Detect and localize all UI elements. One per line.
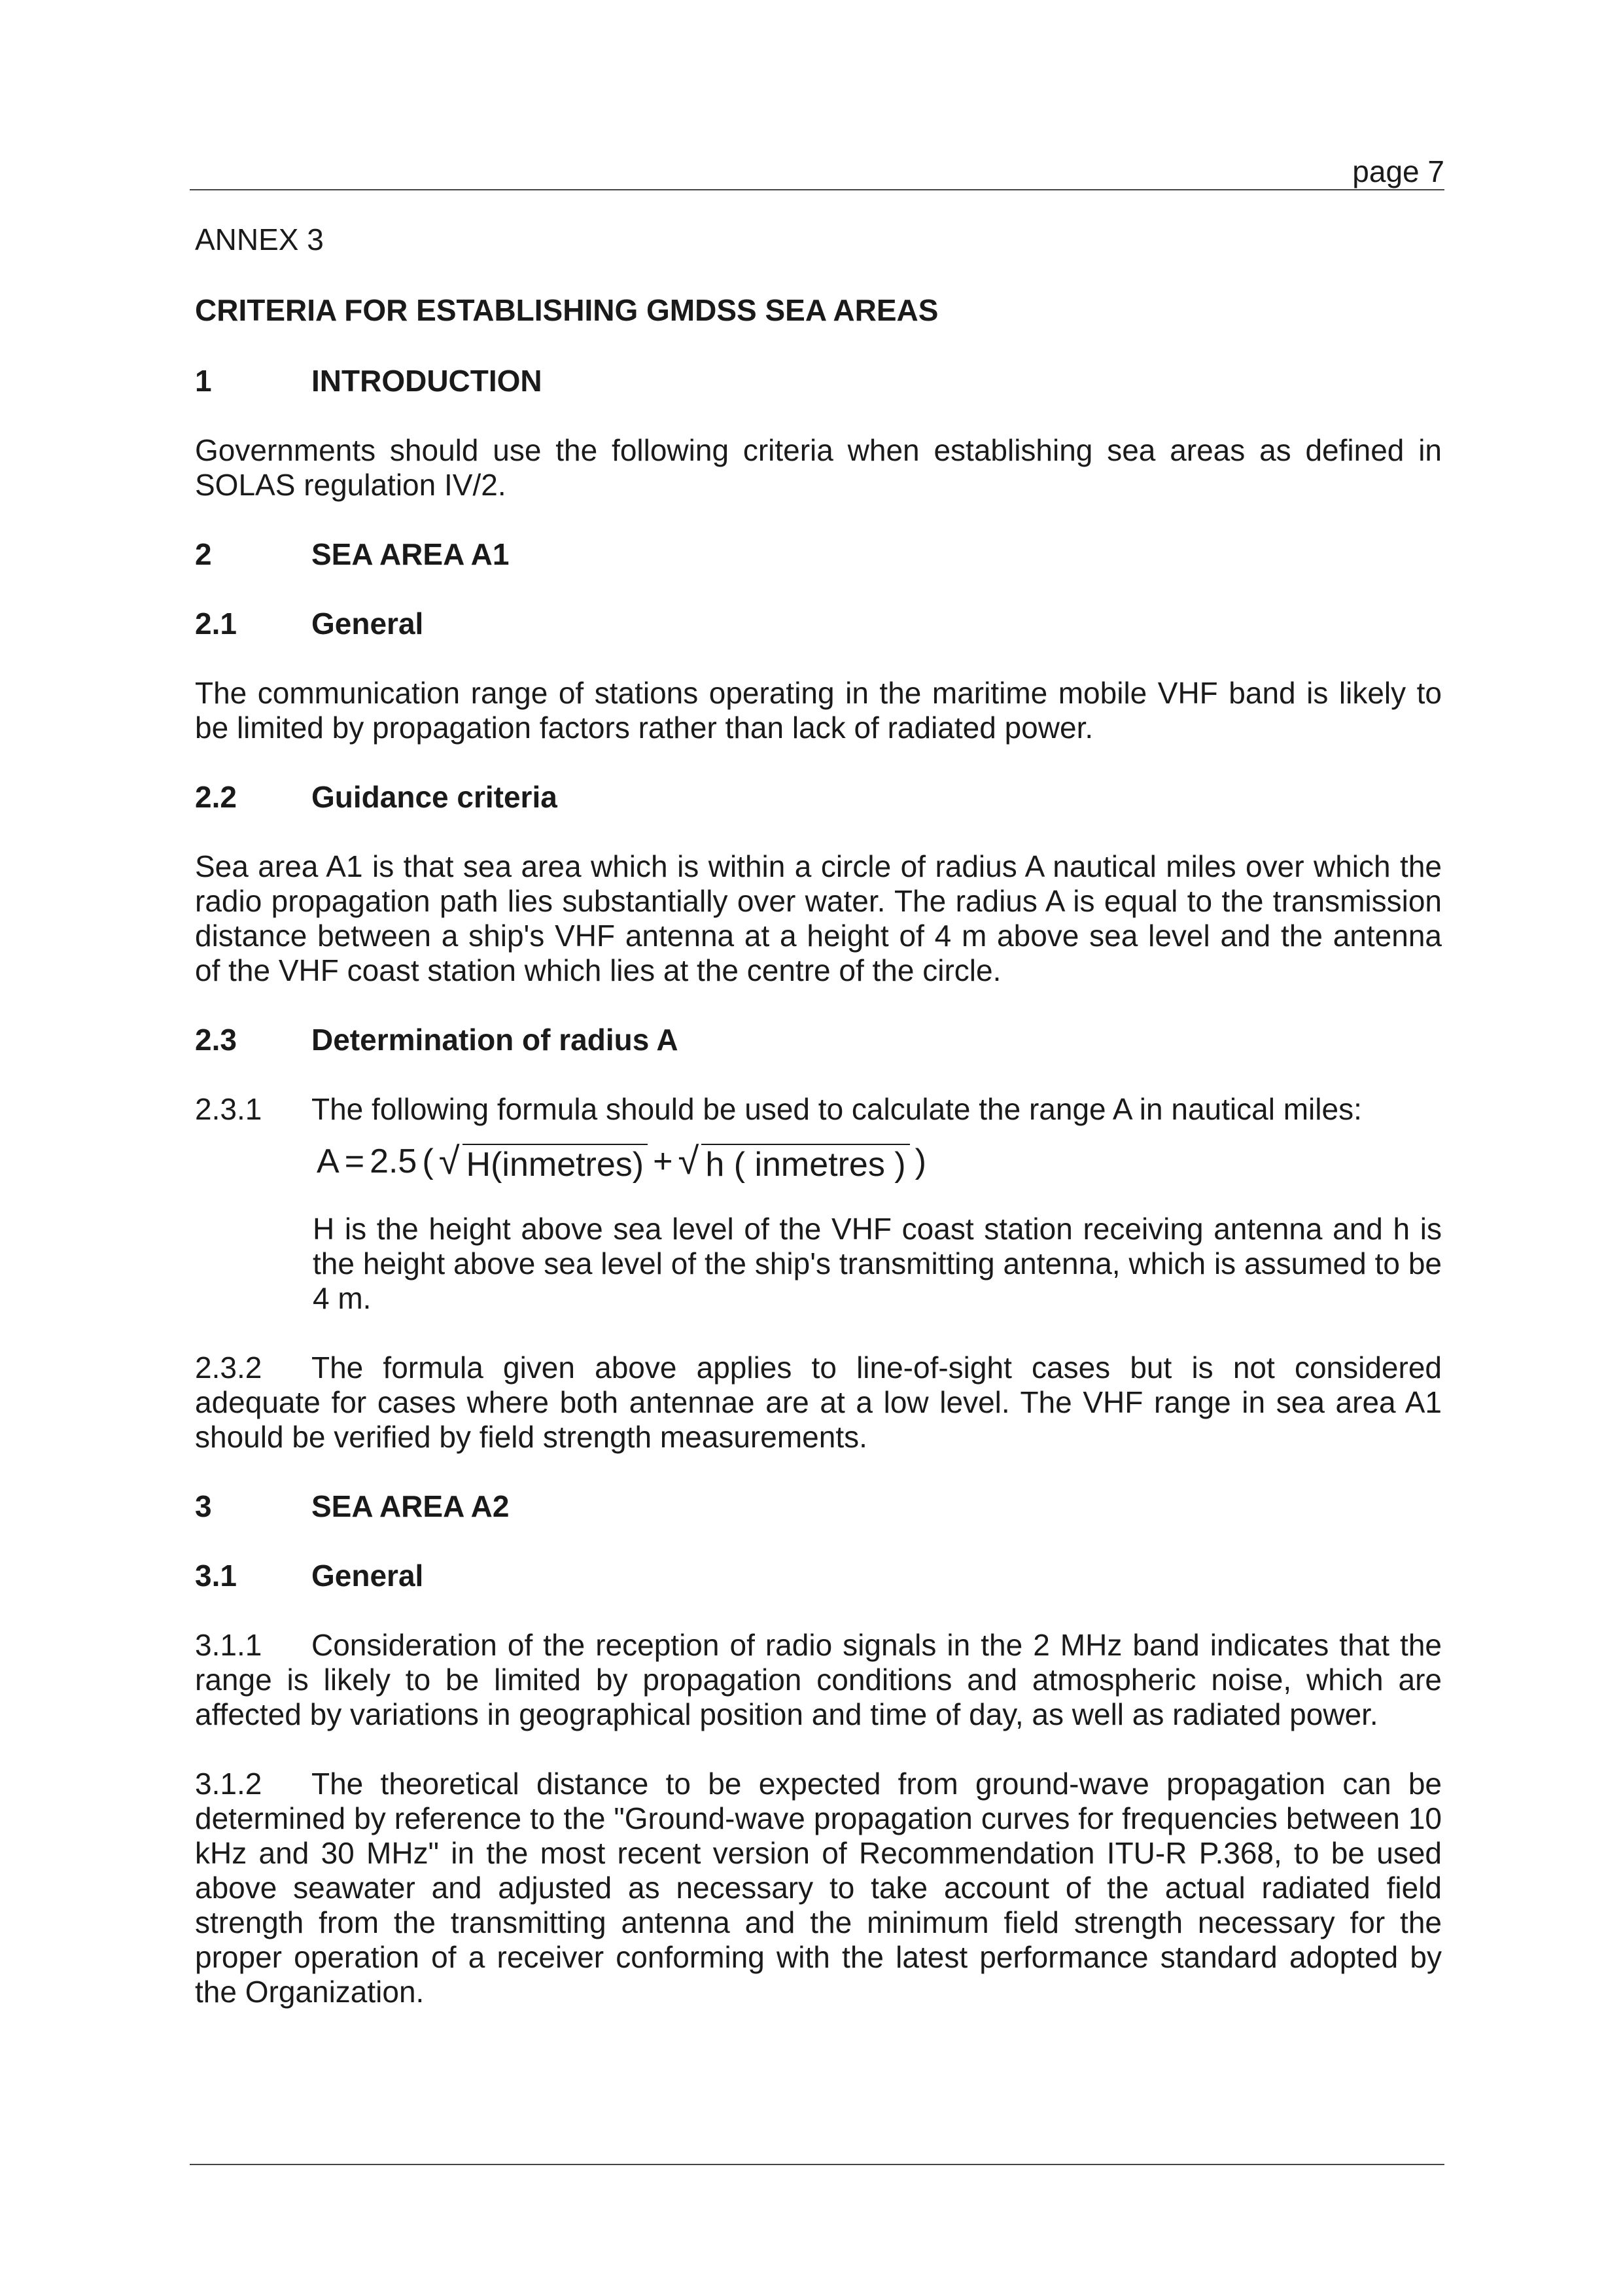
section-number: 3 — [195, 1489, 212, 1523]
section-3-1-heading — [195, 1559, 1442, 1593]
section-1-paragraph: Governments should use the following criteria when establishing sea areas as defined in SOLAS regulation IV/2. — [195, 433, 1442, 502]
section-1-heading — [195, 364, 1442, 398]
section-title: Determination of radius A — [311, 1023, 678, 1057]
page-number: page 7 — [1352, 154, 1444, 188]
document-body — [195, 222, 1442, 2009]
range-formula — [317, 1132, 1442, 1184]
formula-close-paren: ) — [915, 1142, 926, 1180]
paragraph-number: 2.3.1 — [195, 1092, 262, 1126]
paragraph-number: 3.1.1 — [195, 1628, 262, 1662]
paragraph-3-1-1 — [195, 1628, 1442, 1732]
section-2-heading — [195, 537, 1442, 572]
section-number: 2.3 — [195, 1023, 237, 1057]
section-2-1-paragraph: The communication range of stations operating in the maritime mobile VHF band is likely to be limited by propagation factors rather than lack of radiated power. — [195, 676, 1442, 745]
section-title: INTRODUCTION — [311, 364, 542, 398]
document-title: CRITERIA FOR ESTABLISHING GMDSS SEA AREAS — [195, 293, 939, 327]
section-2-2-paragraph: Sea area A1 is that sea area which is within a circle of radius A nautical miles over which the radio propagation path lies substantially over water. The radius A is equal to the transmission distance between a ship's VHF antenna at a height of 4 m above sea level and the antenna of the VHF coast station which lies at the centre of the circle. — [195, 849, 1442, 987]
section-title: General — [311, 1559, 424, 1593]
footer-rule — [190, 2164, 1444, 2165]
section-title: SEA AREA A1 — [311, 537, 510, 571]
formula-lhs: A — [317, 1142, 340, 1180]
header-rule — [190, 189, 1444, 190]
formula-note: H is the height above sea level of the VHF coast station receiving antenna and h is the height above sea level of the ship's transmitting antenna, which is assumed to be 4 m. — [313, 1212, 1442, 1315]
section-number: 2.2 — [195, 780, 237, 814]
formula-coefficient: 2.5 — [370, 1142, 417, 1180]
paragraph-2-3-2 — [195, 1351, 1442, 1455]
section-3-heading — [195, 1489, 1442, 1524]
square-root-icon: √ — [678, 1140, 699, 1182]
section-2-1-heading — [195, 607, 1442, 641]
section-title: General — [311, 607, 424, 641]
paragraph-number: 3.1.2 — [195, 1767, 262, 1801]
paragraph-number: 2.3.2 — [195, 1351, 262, 1385]
section-number: 2.1 — [195, 607, 237, 641]
section-title: SEA AREA A2 — [311, 1489, 510, 1523]
square-root-icon: √ — [438, 1140, 460, 1182]
formula-open-paren: ( — [422, 1142, 434, 1180]
paragraph-text: The following formula should be used to calculate the range A in nautical miles: — [311, 1092, 1362, 1126]
formula-equals: = — [344, 1142, 365, 1180]
annex-label: ANNEX 3 — [195, 222, 324, 256]
radicand-2: h ( inmetres ) — [701, 1144, 909, 1184]
paragraph-text: The formula given above applies to line-of-sight cases but is not considered adequate for cases where both antennae are at a low level. The VHF range in sea area A1 should be verified by field strength measurements. — [195, 1351, 1442, 1454]
section-number: 1 — [195, 364, 212, 398]
paragraph-3-1-2 — [195, 1767, 1442, 2009]
formula-plus: + — [653, 1142, 673, 1180]
section-2-3-heading — [195, 1023, 1442, 1057]
section-2-2-heading — [195, 780, 1442, 815]
section-number: 2 — [195, 537, 212, 571]
paragraph-text: Consideration of the reception of radio signals in the 2 MHz band indicates that the range is likely to be limited by propagation conditions and atmospheric noise, which are affected by variations in geographical position and time of day, as well as radiated power. — [195, 1628, 1442, 1731]
square-root-term-2 — [678, 1139, 909, 1184]
section-title: Guidance criteria — [311, 780, 557, 814]
paragraph-text: The theoretical distance to be expected from ground-wave propagation can be determined by reference to the "Ground-wave propagation curves for frequencies between 10 kHz and 30 MHz" in the most recent version of Recommendation ITU-R P.368, to be used above seawater and adjusted as necessary to take account of the actual radiated field strength from the transmitting antenna and the minimum field strength necessary for the proper operation of a receiver conforming with the latest performance standard adopted by the Organization. — [195, 1767, 1442, 2009]
section-number: 3.1 — [195, 1559, 237, 1593]
radicand-1: H(inmetres) — [462, 1144, 648, 1184]
square-root-term-1 — [439, 1139, 648, 1184]
paragraph-2-3-1 — [195, 1092, 1442, 1127]
